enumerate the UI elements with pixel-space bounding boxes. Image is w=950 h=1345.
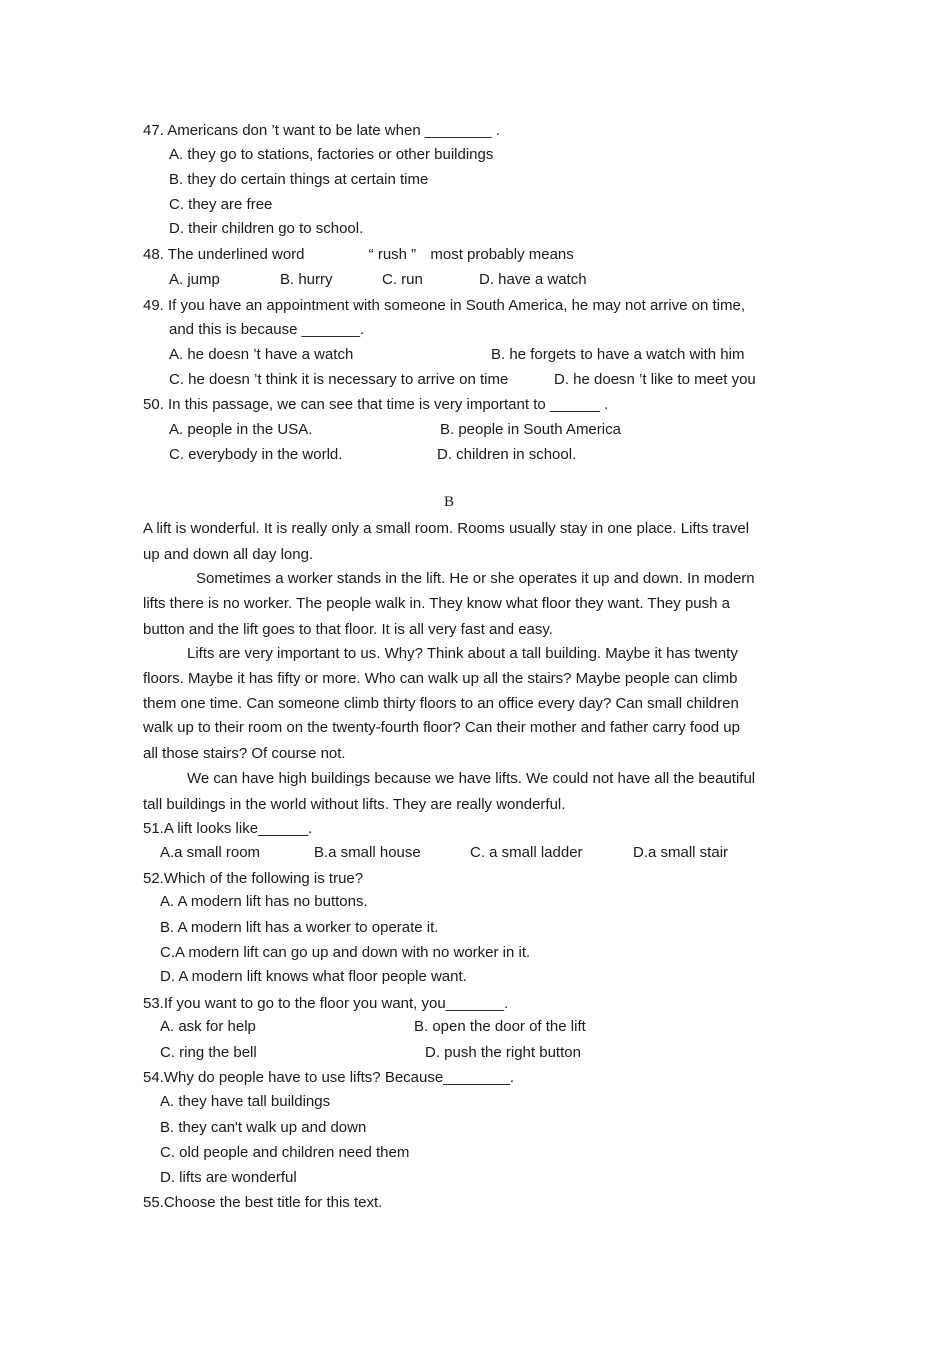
q47-stem: 47. Americans don ’t want to be late when ________ . (143, 122, 500, 139)
q48-option-b: B. hurry (280, 271, 333, 288)
passage-line: lifts there is no worker. The people walk in. They know what floor they want. They push a (143, 595, 730, 612)
q47-option-c: C. they are free (169, 196, 273, 213)
q54-option-b: B. they can't walk up and down (160, 1119, 367, 1136)
passage-line: floors. Maybe it has fifty or more. Who can walk up all the stairs? Maybe people can climb (143, 670, 738, 687)
q54-option-c: C. old people and children need them (160, 1144, 410, 1161)
q48-stem-pre: 48. The underlined word (143, 246, 305, 263)
q53-stem: 53.If you want to go to the floor you want, you_______. (143, 995, 509, 1012)
q49-option-c: C. he doesn ’t think it is necessary to arrive on time (169, 371, 509, 388)
q49-stem-line2: and this is because _______. (169, 321, 365, 338)
q48-option-d: D. have a watch (479, 271, 587, 288)
q50-option-b: B. people in South America (440, 421, 621, 438)
q52-option-b: B. A modern lift has a worker to operate it. (160, 919, 439, 936)
q48-option-a: A. jump (169, 271, 220, 288)
q51-option-a: A.a small room (160, 844, 261, 861)
passage-line: them one time. Can someone climb thirty floors to an office every day? Can small children (143, 695, 739, 712)
passage-line: A lift is wonderful. It is really only a small room. Rooms usually stay in one place. Lifts travel (143, 520, 750, 537)
q48-stem-post: most probably means (430, 246, 574, 263)
passage-line: all those stairs? Of course not. (143, 745, 346, 762)
q47-option-d: D. their children go to school. (169, 220, 364, 237)
q49-option-d: D. he doesn ’t like to meet you (554, 371, 756, 388)
q50-option-d: D. children in school. (437, 446, 577, 463)
passage-line: tall buildings in the world without lifts. They are really wonderful. (143, 796, 566, 813)
q52-stem: 52.Which of the following is true? (143, 870, 364, 887)
q48-option-c: C. run (382, 271, 423, 288)
q55-stem: 55.Choose the best title for this text. (143, 1194, 383, 1211)
q53-option-b: B. open the door of the lift (414, 1018, 586, 1035)
q54-stem: 54.Why do people have to use lifts? Because________. (143, 1069, 515, 1086)
q52-option-d: D. A modern lift knows what floor people want. (160, 968, 467, 985)
passage-line: We can have high buildings because we have lifts. We could not have all the beautiful (187, 770, 756, 787)
q52-option-c: C.A modern lift can go up and down with no worker in it. (160, 944, 531, 961)
passage-line: walk up to their room on the twenty-fourth floor? Can their mother and father carry food up (143, 719, 740, 736)
q47-option-a: A. they go to stations, factories or other buildings (169, 146, 494, 163)
q52-option-a: A. A modern lift has no buttons. (160, 893, 368, 910)
q48-stem (143, 246, 574, 264)
q49-option-a: A. he doesn ’t have a watch (169, 346, 354, 363)
q49-option-b: B. he forgets to have a watch with him (491, 346, 745, 363)
q53-option-a: A. ask for help (160, 1018, 256, 1035)
passage-line: button and the lift goes to that floor. It is all very fast and easy. (143, 621, 553, 638)
q50-option-c: C. everybody in the world. (169, 446, 343, 463)
q50-option-a: A. people in the USA. (169, 421, 313, 438)
q48-stem-word: “ rush ” (368, 246, 417, 263)
q54-option-a: A. they have tall buildings (160, 1093, 331, 1110)
q53-option-d: D. push the right button (425, 1044, 581, 1061)
q51-stem: 51.A lift looks like______. (143, 820, 313, 837)
q50-stem: 50. In this passage, we can see that time is very important to ______ . (143, 396, 609, 413)
q51-option-b: B.a small house (314, 844, 421, 861)
q53-option-c: C. ring the bell (160, 1044, 257, 1061)
passage-line: Sometimes a worker stands in the lift. He or she operates it up and down. In modern (196, 570, 755, 587)
section-b-heading: B (444, 494, 455, 510)
q54-option-d: D. lifts are wonderful (160, 1169, 297, 1186)
q49-stem-line1: 49. If you have an appointment with someone in South America, he may not arrive on time, (143, 297, 745, 314)
passage-line: up and down all day long. (143, 546, 314, 563)
q51-option-d: D.a small stair (633, 844, 729, 861)
q51-option-c: C. a small ladder (470, 844, 583, 861)
q47-option-b: B. they do certain things at certain time (169, 171, 429, 188)
passage-line: Lifts are very important to us. Why? Think about a tall building. Maybe it has twenty (187, 645, 738, 662)
